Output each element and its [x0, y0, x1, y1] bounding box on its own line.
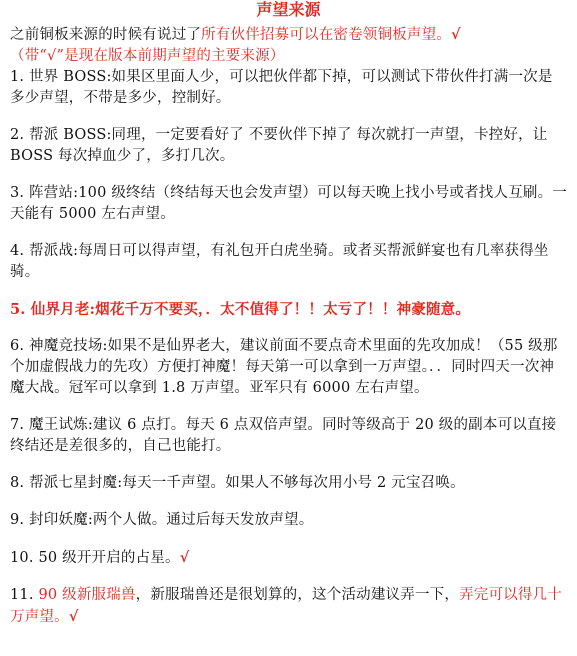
document-title: 声望来源	[256, 0, 321, 19]
section-10-text: 10. 50 级开开启的占星。	[10, 550, 180, 566]
section-11-result: 弄完可以得几十万声望。	[10, 587, 562, 625]
intro-paragraph	[10, 24, 567, 67]
section-8: 8. 帮派七星封魔:每天一千声望。如果人不够每次用小号 2 元宝召唤。	[10, 475, 465, 491]
intro-note: （带“√”是现在版本前期声望的主要来源）	[10, 48, 285, 64]
check-mark-icon: √	[68, 608, 79, 625]
check-mark-icon: √	[451, 26, 461, 43]
section-11-text: ，新服瑞兽还是很划算的，这个活动建议弄一下，	[135, 587, 460, 603]
section-11-number: 11.	[10, 587, 39, 603]
section-5: 5. 仙界月老:烟花千万不要买，．太不值得了！！太亏了！！神豪随意。	[10, 301, 471, 318]
section-10	[10, 547, 567, 569]
section-6: 6. 神魔竞技场:如果不是仙界老大，建议前面不要点奇术里面的先攻加成！（55 级那个加虚假战力的先攻）方便打神魔！每天第一可以拿到一万声望。．．同时四天一次神魔大战。冠军可以拿到 1.8 万声望。亚军只有 6000 左右声望。	[10, 338, 558, 396]
section-9: 9. 封印妖魔:两个人做。通过后每天发放声望。	[10, 512, 314, 528]
section-3: 3. 阵营站:100 级终结（终结每天也会发声望）可以每天晚上找小号或者找人互刷。一天能有 5000 左右声望。	[10, 185, 568, 222]
section-2: 2. 帮派 BOSS:同理，一定要看好了 不要伙伴下掉了 每次就打一声望，卡控好，让 BOSS 每次掉血少了，多打几次。	[10, 127, 548, 164]
intro-text: 之前铜板来源的时候有说过了	[10, 27, 202, 43]
section-7: 7. 魔王试炼:建议 6 点打。每天 6 点双倍声望。同时等级高于 20 级的副本可以直接终结还是差很多的，自己也能打。	[10, 417, 557, 454]
section-1: 1. 世界 BOSS:如果区里面人少，可以把伙伴都下掉，可以测试下带伙件打满一次是多少声望，不带是多少，控制好。	[10, 69, 553, 106]
intro-highlight: 所有伙伴招募可以在密卷领铜板声望。	[201, 27, 452, 43]
section-4: 4. 帮派战:每周日可以得声望，有礼包开白虎坐骑。或者买帮派鲜宴也有几率获得坐骑。	[10, 243, 549, 280]
section-11	[10, 585, 567, 628]
check-mark-icon: √	[179, 549, 190, 566]
section-11-highlight: 90 级新服瑞兽	[38, 587, 136, 603]
